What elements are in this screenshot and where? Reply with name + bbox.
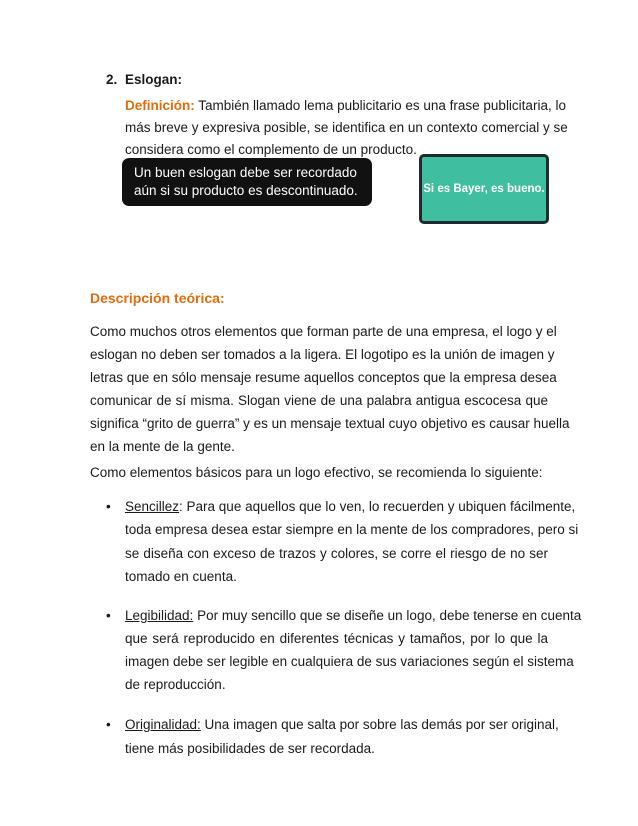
bullet-line: se diseña con exceso de trazos y colores, se corre el riesgo de no ser <box>125 546 548 561</box>
definition-text-1: También llamado lema publicitario es una frase publicitaria, lo <box>198 98 566 113</box>
bullet-term-originalidad: Originalidad: <box>125 717 201 732</box>
bullet-text: Una imagen que salta por sobre las demás por ser original, <box>200 717 559 732</box>
definition-line-2: más breve y expresiva posible, se identifica en un contexto comercial y se <box>125 120 568 135</box>
bullet-term-sencillez: Sencillez <box>125 499 180 514</box>
bullet-line: tiene más posibilidades de ser recordada. <box>125 741 375 756</box>
bullet-line: tomado en cuenta. <box>125 569 237 584</box>
bullet-text: Por muy sencillo que se diseñe un logo, debe tenerse en cuenta <box>193 608 582 623</box>
bullet-line: que será reproducido en diferentes técnicas y tamaños, por lo que la <box>125 631 548 646</box>
bullet-originalidad-line-1 <box>125 716 559 734</box>
bullet-line: de reproducción. <box>125 677 226 692</box>
bullet-line: imagen debe ser legible en cualquiera de sus variaciones según el sistema <box>125 654 574 669</box>
paragraph-line: comunicar de sí misma. Slogan viene de una palabra antigua escocesa que <box>90 393 548 408</box>
bullet-dot: • <box>106 717 111 732</box>
paragraph-line: Como muchos otros elementos que forman parte de una empresa, el logo y el <box>90 324 557 339</box>
paragraph-intro-list: Como elementos básicos para un logo efectivo, se recomienda lo siguiente: <box>90 465 543 480</box>
paragraph-line: significa “grito de guerra” y es un mensaje textual cuyo objetivo es causar huella <box>90 416 570 431</box>
definition-line-3: considera como el complemento de un producto. <box>125 142 417 157</box>
paragraph-line: eslogan no deben ser tomados a la ligera. El logotipo es la unión de imagen y <box>90 347 555 362</box>
definition-line-1 <box>125 97 566 115</box>
section-title: Eslogan: <box>125 72 183 87</box>
section-number: 2. <box>106 72 118 87</box>
definition-label: Definición: <box>125 98 195 113</box>
quote-callout <box>122 158 372 206</box>
bullet-sencillez-line-1 <box>125 498 576 516</box>
bullet-dot: • <box>106 608 111 623</box>
slogan-image <box>419 154 549 224</box>
paragraph-line: en la mente de la gente. <box>90 439 235 454</box>
slogan-image-text: Si es Bayer, es bueno. <box>423 183 545 195</box>
description-heading: Descripción teórica: <box>90 290 225 306</box>
bullet-dot: • <box>106 499 111 514</box>
bullet-text: : Para que aquellos que lo ven, lo recuerden y ubiquen fácilmente, <box>179 499 576 514</box>
bullet-line: toda empresa desea estar siempre en la mente de los compradores, pero si <box>125 522 579 537</box>
paragraph-line: letras que en sólo mensaje resume aquellos conceptos que la empresa desea <box>90 370 557 385</box>
callout-line-2: aún si su producto es descontinuado. <box>134 183 358 198</box>
bullet-term-legibilidad: Legibilidad: <box>125 608 194 623</box>
bullet-legibilidad-line-1 <box>125 607 582 625</box>
callout-line-1: Un buen eslogan debe ser recordado <box>134 165 357 180</box>
